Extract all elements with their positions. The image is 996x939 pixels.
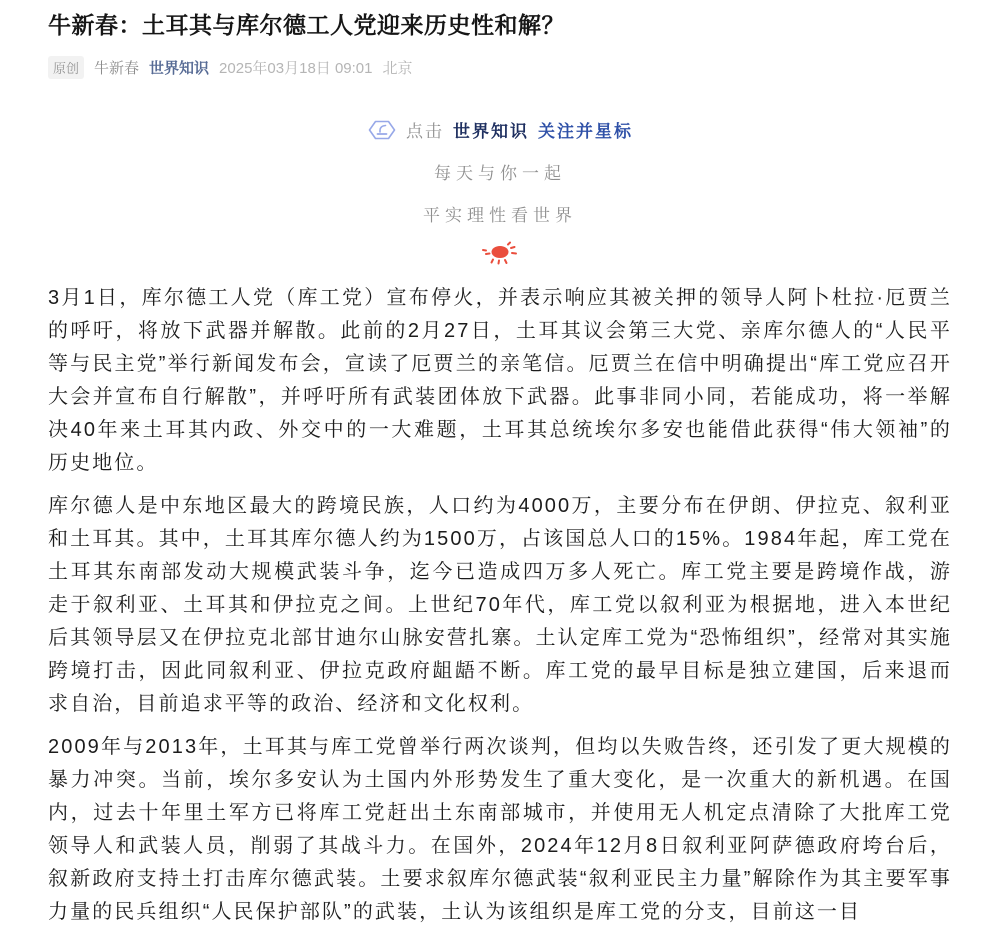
article-title: 牛新春：土耳其与库尔德工人党迎来历史性和解？: [48, 12, 565, 38]
author-name: 牛新春: [94, 60, 140, 77]
paragraph-3: 2009年与2013年，土耳其与库工党曾举行两次谈判，但均以失败告终，还引发了更大规模的暴力冲突。当前，埃尔多安认为土国内外形势发生了重大变化，是一次重大的新机遇。在国内，过去十年里土军方已将库工党赶出土东南部城市，并使用无人机定点清除了大批库工党领导人和武装人员，削弱了其战斗力。在国外，2024年12月8日叙利亚阿萨德政府垮台后，叙新政府支持土打击库尔德武装。土要求叙库尔德武装“叙利亚民主力量”解除作为其主要军事力量的民兵组织“人民保护部队”的武装，土认为该组织是库工党的分支，目前这一目: [48, 736, 952, 923]
follow-banner-line[interactable]: [48, 117, 952, 142]
sun-icon: [48, 239, 952, 265]
slogan-line-2: 平实理性看世界: [423, 206, 577, 225]
account-link[interactable]: 世界知识: [149, 60, 210, 77]
slogan-line-1: 每天与你一起: [434, 164, 566, 183]
follow-and-star-link[interactable]: 关注并星标: [538, 122, 633, 141]
click-label: 点击: [406, 122, 444, 141]
follow-banner: [48, 117, 952, 265]
publish-datetime: 2025年03月18日 09:01: [219, 60, 373, 77]
original-badge: 原创: [48, 56, 84, 79]
publish-location: 北京: [382, 60, 413, 77]
banner-account-name[interactable]: 世界知识: [453, 122, 529, 141]
click-hexagon-icon: [367, 118, 397, 142]
paragraph-2: 库尔德人是中东地区最大的跨境民族，人口约为4000万，主要分布在伊朗、伊拉克、叙利亚和土耳其。其中，土耳其库尔德人约为1500万，占该国总人口的15%。1984年起，库工党在土耳其东南部发动大规模武装斗争，迄今已造成四万多人死亡。库工党主要是跨境作战，游走于叙利亚、土耳其和伊拉克之间。上世纪70年代，库工党以叙利亚为根据地，进入本世纪后其领导层又在伊拉克北部甘迪尔山脉安营扎寨。土认定库工党为“恐怖组织”，经常对其实施跨境打击，因此同叙利亚、伊拉克政府龃龉不断。库工党的最早目标是独立建国，后来退而求自治，目前追求平等的政治、经济和文化权利。: [48, 495, 952, 715]
article-meta: [48, 56, 952, 79]
article-body: [48, 282, 952, 929]
paragraph-1: 3月1日，库尔德工人党（库工党）宣布停火，并表示响应其被关押的领导人阿卜杜拉·厄贾兰的呼吁，将放下武器并解散。此前的2月27日，土耳其议会第三大党、亲库尔德人的“人民平等与民主党”举行新闻发布会，宣读了厄贾兰的亲笔信。厄贾兰在信中明确提出“库工党应召开大会并宣布自行解散”，并呼吁所有武装团体放下武器。此事非同小同，若能成功，将一举解决40年来土耳其内政、外交中的一大难题，土耳其总统埃尔多安也能借此获得“伟大领袖”的历史地位。: [48, 287, 952, 474]
